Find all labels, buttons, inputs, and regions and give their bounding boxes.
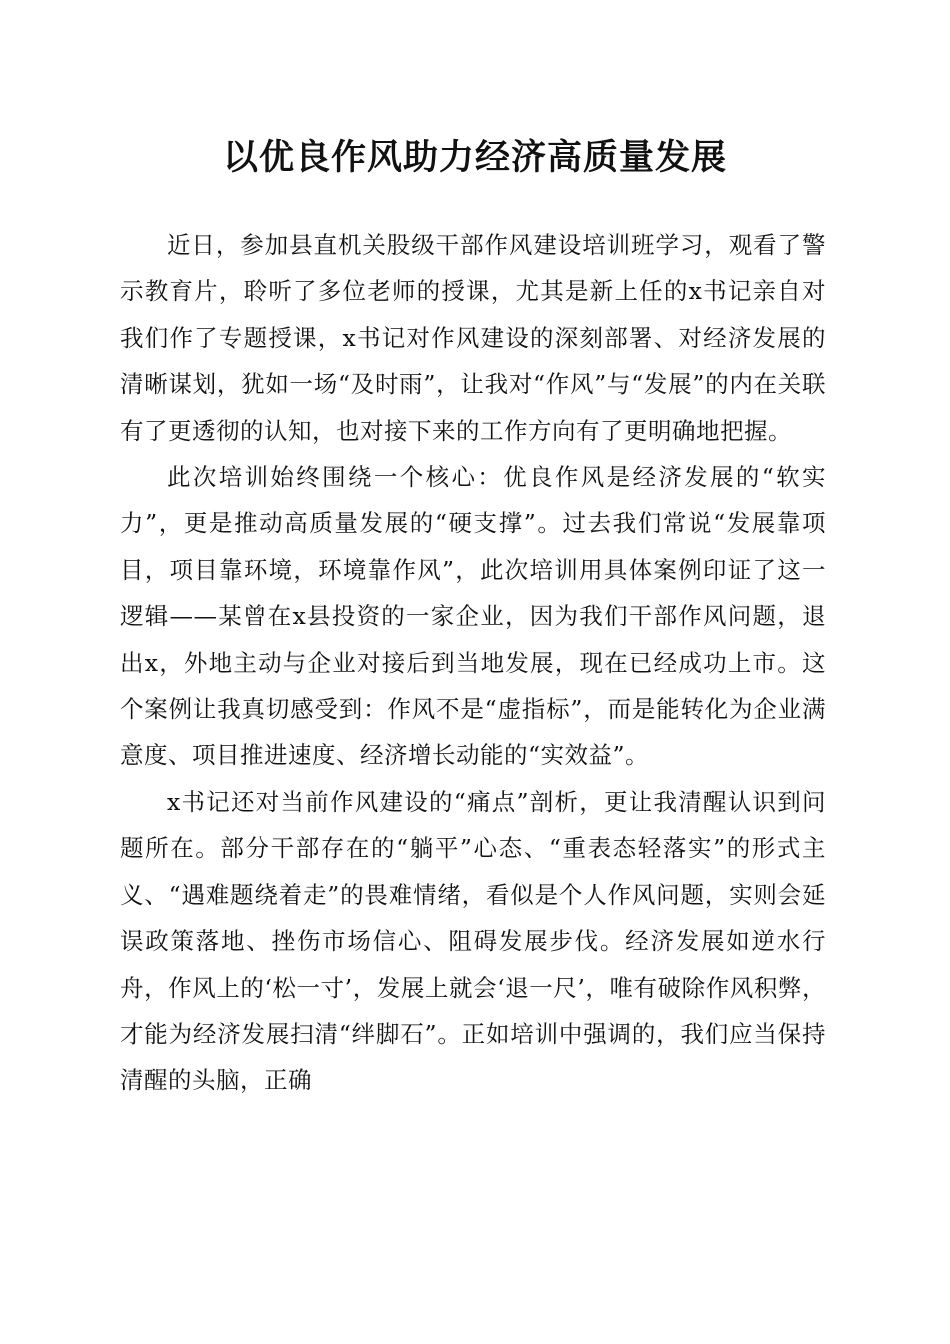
- document-title: 以优良作风助力经济高质量发展: [222, 137, 727, 178]
- paragraph-2: 此次培训始终围绕一个核心：优良作风是经济发展的“软实力”，更是推动高质量发展的“硬支撑”。过去我们常说“发展靠项目，项目靠环境，环境靠作风”，此次培训用具体案例印证了这一逻辑——某曾在x县投资的一家企业，因为我们干部作风问题，退出x，外地主动与企业对接后到当地发展，现在已经成功上市。这个案例让我真切感受到：作风不是“虚指标”，而是能转化为企业满意度、项目推进速度、经济增长动能的“实效益”。: [120, 463, 826, 770]
- paragraph-3: x书记还对当前作风建设的“痛点”剖析，更让我清醒认识到问题所在。部分干部存在的“躺平”心态、“重表态轻落实”的形式主义、“遇难题绕着走”的畏难情绪，看似是个人作风问题，实则会延误政策落地、挫伤市场信心、阻碍发展步伐。经济发展如逆水行舟，作风上的‘松一寸’，发展上就会‘退一尺’，唯有破除作风积弊，才能为经济发展扫清“绊脚石”。正如培训中强调的，我们应当保持清醒的头脑，正确: [120, 787, 826, 1095]
- paragraph-1: 近日，参加县直机关股级干部作风建设培训班学习，观看了警示教育片，聆听了多位老师的授课，尤其是新上任的x书记亲自对我们作了专题授课，x书记对作风建设的深刻部署、对经济发展的清晰谋划，犹如一场“及时雨”，让我对“作风”与“发展”的内在关联有了更透彻的认知，也对接下来的工作方向有了更明确地把握。: [120, 231, 826, 445]
- document-body: [120, 222, 826, 1104]
